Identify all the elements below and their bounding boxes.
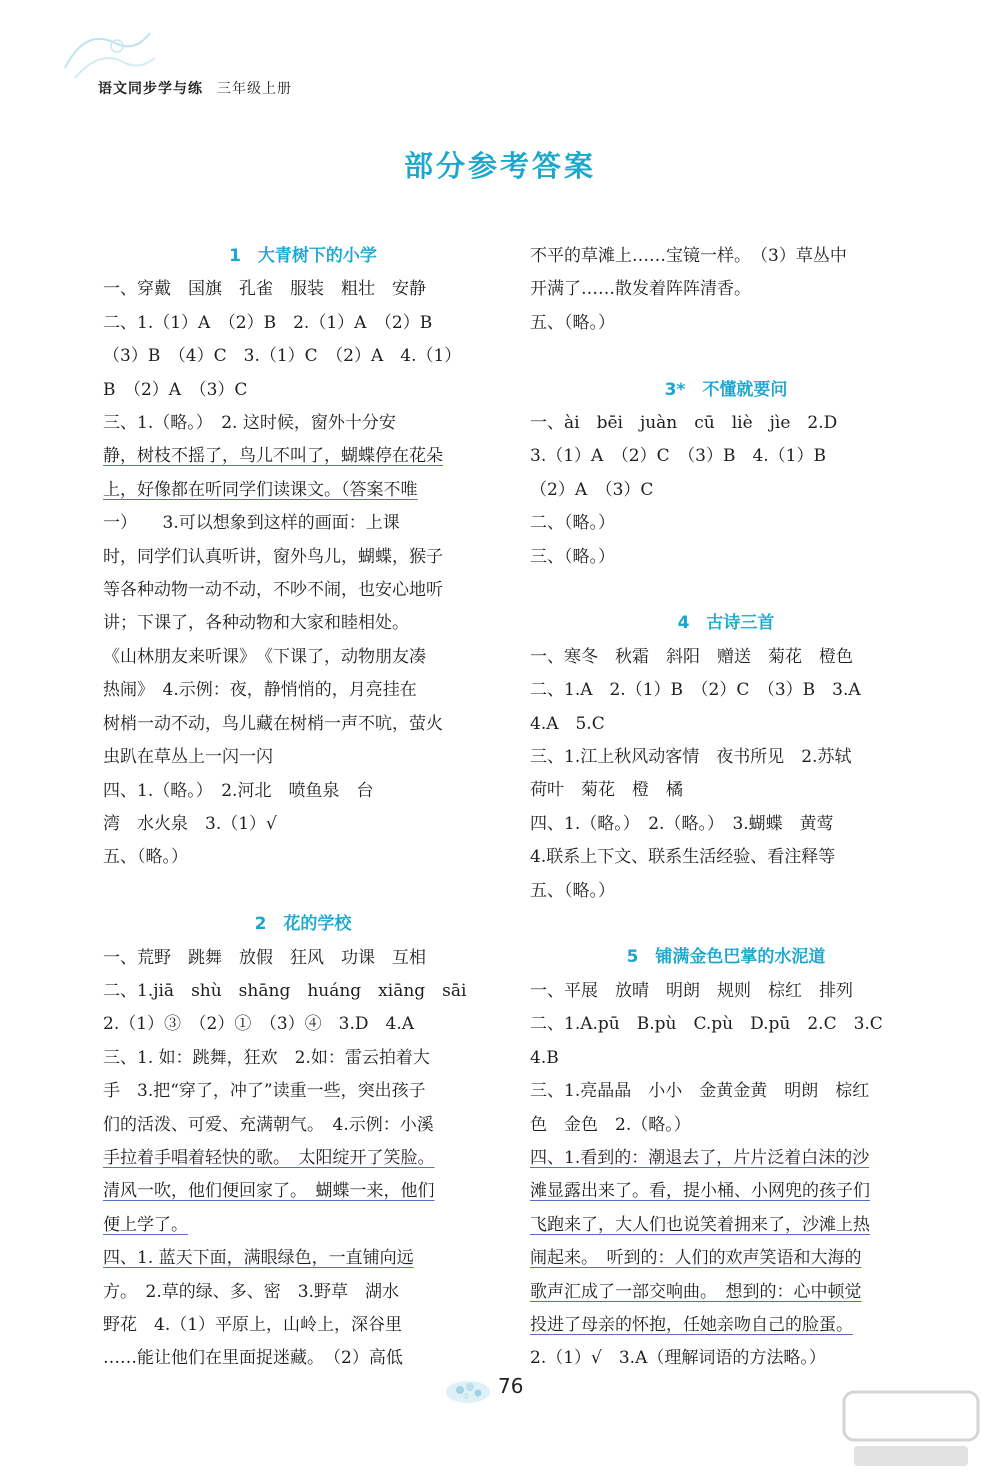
answer-line: 树梢一动不动，鸟儿藏在树梢一声不吭，萤火	[103, 713, 443, 734]
underlined-answer: 歌声汇成了一部交响曲。 想到的：心中顿觉	[530, 1281, 862, 1302]
answer-line: 三、1.江上秋风动客情 夜书所见 2.苏轼	[530, 747, 852, 768]
answer-line	[103, 1242, 503, 1275]
answer-line: 三、1.（略。） 2. 这时候，窗外十分安	[103, 413, 396, 434]
answer-line: 湾 水火泉 3.（1）√	[103, 813, 277, 834]
answer-line	[530, 1276, 922, 1309]
answer-line: 方。 2.草的绿、多、密 3.野草 湖水	[103, 1281, 399, 1302]
book-name: 语文同步学与练	[98, 81, 203, 97]
answer-line	[103, 440, 503, 473]
book-header	[98, 78, 292, 98]
answer-line: （3）B （4）C 3.（1）C （2）A 4.（1）	[103, 346, 462, 367]
answer-line	[530, 1142, 922, 1175]
spacer	[530, 574, 922, 607]
section-title: 5 铺满金色巴掌的水泥道	[626, 947, 826, 968]
answer-line: 二、1.A.pū B.pù C.pù D.pū 2.C 3.C	[530, 1014, 883, 1035]
underlined-answer: 飞跑来了，大人们也说笑着拥来了，沙滩上热	[530, 1214, 870, 1235]
answer-line: 《山林朋友来听课》 《下课了，动物朋友凑	[103, 646, 426, 667]
underlined-answer: 清风一吹，他们便回家了。 蝴蝶一来，他们	[103, 1181, 435, 1202]
section-title: 4 古诗三首	[677, 613, 775, 634]
section-title: 3* 不懂就要问	[664, 379, 788, 400]
answer-line: 二、1.A 2.（1）B （2）C （3）B 3.A	[530, 680, 861, 701]
underlined-answer: 便上学了。	[103, 1214, 188, 1235]
answer-line: 四、1.（略。） 2.（略。） 3.蝴蝶 黄莺	[530, 813, 834, 834]
answer-line: 三、（略。）	[530, 546, 615, 567]
answer-line: 五、（略。）	[530, 312, 615, 333]
answer-line: 讲；下课了，各种动物和大家和睦相处。	[103, 613, 409, 634]
answer-line: 2.（1）√ 3.A（理解词语的方法略。）	[530, 1348, 826, 1369]
answer-line: 四、1.（略。） 2.河北 喷鱼泉 台	[103, 780, 374, 801]
answer-line: 五、（略。）	[530, 880, 615, 901]
answer-line	[103, 1142, 503, 1175]
underlined-answer: 上，好像都在听同学们读课文。（答案不唯	[103, 479, 418, 500]
underlined-answer: 四、1. 蓝天下面，满眼绿色，一直铺向远	[103, 1248, 414, 1269]
answer-line	[103, 474, 503, 507]
answer-line: （2）A （3）C	[530, 479, 654, 500]
answer-line: 一、寒冬 秋霜 斜阳 赠送 菊花 橙色	[530, 646, 853, 667]
answer-line	[530, 1209, 922, 1242]
answer-line: 色 金色 2.（略。）	[530, 1114, 691, 1135]
answer-line	[103, 1175, 503, 1208]
page-title: 部分参考答案	[403, 149, 596, 183]
answer-line: 4.B	[530, 1047, 559, 1068]
answer-line: 荷叶 菊花 橙 橘	[530, 780, 683, 801]
answer-line: 一、ài bēi juàn cū liè jìe 2.D	[530, 413, 838, 434]
answer-line: 3.（1）A （2）C （3）B 4.（1）B	[530, 446, 826, 467]
answer-line: 虫趴在草丛上一闪一闪	[103, 747, 273, 768]
answer-line: 2.（1）③ （2）① （3）④ 3.D 4.A	[103, 1014, 415, 1035]
answer-line	[530, 1309, 922, 1342]
blossom-icon	[438, 1372, 498, 1408]
underlined-answer: 四、1.看到的：潮退去了，片片泛着白沫的沙	[530, 1147, 870, 1168]
spacer	[530, 340, 922, 373]
answer-line: ……能让他们在里面捉迷藏。 （2）高低	[103, 1348, 403, 1369]
answer-line: 不平的草滩上……宝镜一样。 （3）草丛中	[530, 246, 847, 266]
answer-line: 三、1. 如：跳舞，狂欢 2.如：雷云拍着大	[103, 1047, 430, 1068]
underlined-answer: 投进了母亲的怀抱，任她亲吻自己的脸蛋。	[530, 1314, 853, 1335]
answer-line	[103, 1209, 503, 1242]
underlined-answer: 手拉着手唱着轻快的歌。 太阳绽开了笑脸。	[103, 1147, 435, 1168]
answer-line: 二、1.jiā shù shāng huáng xiāng sāi	[103, 980, 467, 1001]
answer-line: 三、1.亮晶晶 小小 金黄金黄 明朗 棕红	[530, 1081, 870, 1102]
answer-line: B （2）A （3）C	[103, 379, 248, 400]
section-title: 1 大青树下的小学	[229, 246, 377, 266]
spacer	[530, 908, 922, 941]
spacer	[103, 875, 503, 908]
page-number: 76	[498, 1374, 524, 1398]
answer-line: 一、平展 放晴 明朗 规则 棕红 排列	[530, 980, 853, 1001]
answer-line: 野花 4.（1）平原上，山岭上，深谷里	[103, 1314, 403, 1335]
answer-line: 4.联系上下文、联系生活经验、看注释等	[530, 847, 836, 868]
right-column	[530, 240, 922, 1376]
answer-line	[530, 1175, 922, 1208]
answer-line: 二、1.（1）A （2）B 2.（1）A （2）B	[103, 312, 433, 333]
answer-line: 手 3.把“穿了，冲了”读重一些，突出孩子	[103, 1081, 426, 1102]
watermark-logo-icon	[836, 1384, 986, 1474]
underlined-answer: 滩显露出来了。看，提小桶、小网兜的孩子们	[530, 1181, 870, 1202]
answer-line: 一、荒野 跳舞 放假 狂风 功课 互相	[103, 947, 426, 968]
answer-line: 五、（略。）	[103, 847, 188, 868]
answer-line: 开满了……散发着阵阵清香。	[530, 279, 751, 300]
answer-line: 热闹》 4.示例：夜，静悄悄的，月亮挂在	[103, 680, 417, 701]
underlined-answer: 闹起来。 听到的：人们的欢声笑语和大海的	[530, 1248, 862, 1269]
answer-line: 二、（略。）	[530, 513, 615, 534]
answer-line: 4.A 5.C	[530, 713, 605, 734]
answer-line: 时，同学们认真听讲，窗外鸟儿，蝴蝶，猴子	[103, 546, 443, 567]
answer-line: 们的活泼、可爱、充满朝气。 4.示例：小溪	[103, 1114, 434, 1135]
grade-label: 三年级上册	[217, 81, 292, 97]
answer-line: 等各种动物一动不动，不吵不闹，也安心地听	[103, 580, 443, 601]
section-title: 2 花的学校	[254, 914, 352, 935]
answer-line: 一） 3.可以想象到这样的画面：上课	[103, 513, 400, 534]
answer-line	[530, 1242, 922, 1275]
answer-line: 一、穿戴 国旗 孔雀 服装 粗壮 安静	[103, 279, 426, 300]
underlined-answer: 静，树枝不摇了，鸟儿不叫了，蝴蝶停在花朵	[103, 446, 443, 467]
left-column	[103, 240, 503, 1376]
